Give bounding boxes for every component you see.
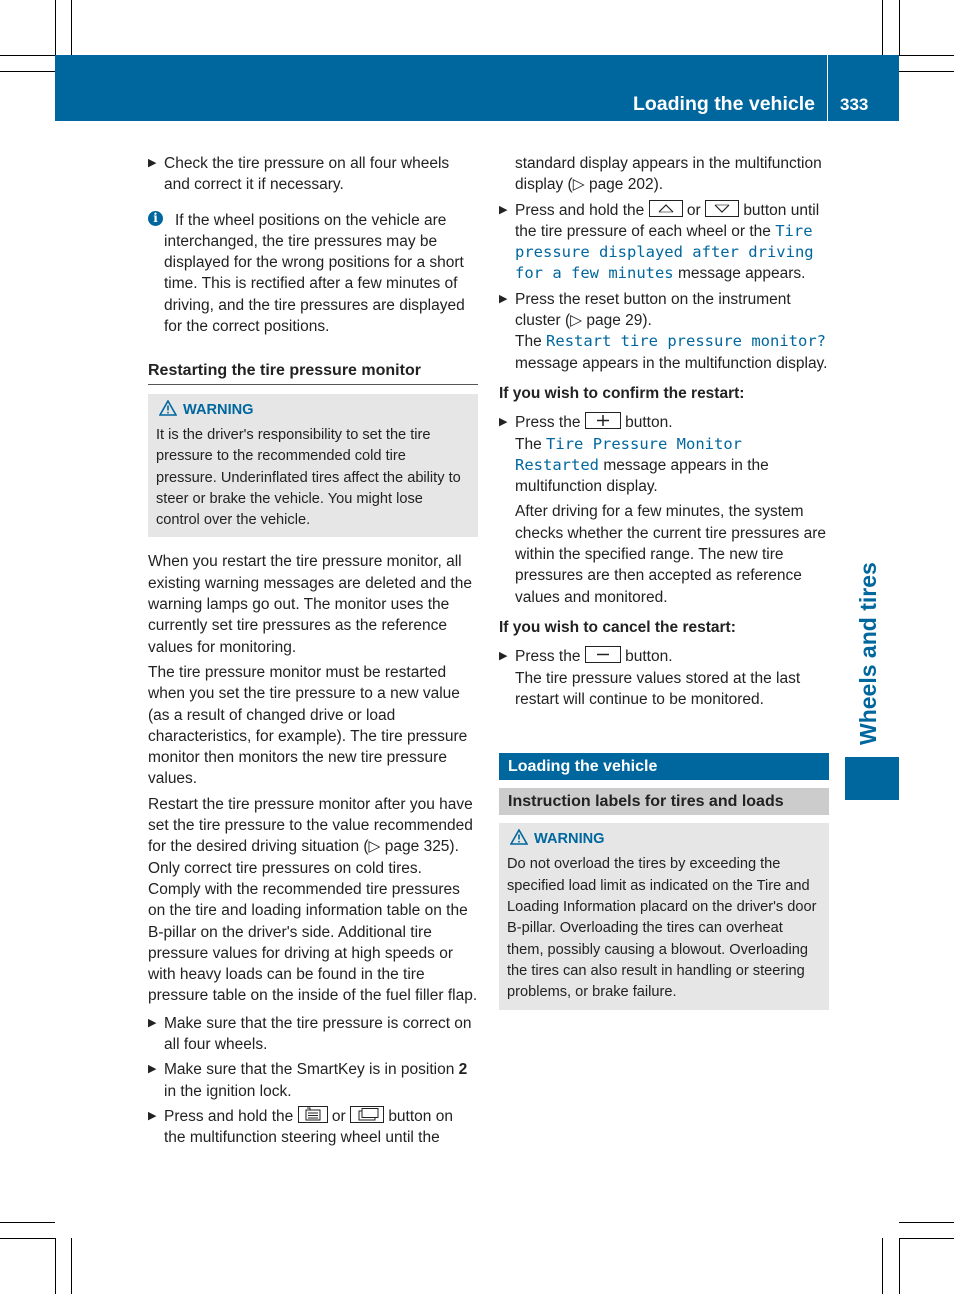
bullet-icon: ▶ <box>499 203 508 216</box>
list-item: ▶ Press the button. The Tire Pressure Monitor Restarted message appears in the multifunction display. <box>499 414 769 496</box>
crop-mark <box>0 1238 55 1239</box>
section-heading: Restarting the tire pressure monitor <box>148 360 478 384</box>
list-item: ▶ Press the button. The tire pressure values stored at the last restart will continue to be monitored. <box>499 648 801 708</box>
info-note: i If the wheel positions on the vehicle are interchanged, the tire pressures may be displayed for the wrong positions for a short time. This is rectified after a few minutes of driving, and the tire pressures are displayed for the correct positions. <box>148 210 478 338</box>
warning-triangle-icon <box>159 400 177 416</box>
crop-mark <box>55 0 56 55</box>
warning-header: WARNING <box>156 400 470 421</box>
crop-mark <box>899 1238 900 1294</box>
list-item: ▶ Press the reset button on the instrument cluster (▷ page 29). The Restart tire pressure monitor? message appears in the multifunction display. <box>499 290 828 372</box>
minus-button-icon <box>585 646 621 663</box>
crop-mark <box>882 1238 883 1294</box>
crop-mark <box>899 1222 954 1223</box>
bullet-icon: ▶ <box>499 650 508 663</box>
warning-box <box>499 823 829 1009</box>
bullet-icon: ▶ <box>148 1063 157 1076</box>
crop-mark <box>899 55 954 56</box>
crop-mark <box>71 1238 72 1294</box>
crop-mark <box>899 71 954 72</box>
warning-text: It is the driver's responsibility to set the tire pressure to the recommended cold tire pressure. Underinflated tires affect the ability to steer or brake the vehicle. You might lose control over the vehicle. <box>156 426 461 529</box>
warning-header: WARNING <box>507 829 821 850</box>
crop-mark <box>71 0 72 55</box>
subheading: If you wish to cancel the restart: <box>499 618 736 636</box>
subsection-heading-bar: Instruction labels for tires and loads <box>499 788 829 815</box>
display-back-button-icon <box>298 1106 328 1123</box>
info-icon: i <box>148 211 163 226</box>
bullet-icon: ▶ <box>148 157 157 169</box>
list-item: ▶ Make sure that the tire pressure is correct on all four wheels. <box>148 1014 472 1053</box>
paragraph: When you restart the tire pressure monitor, all existing warning messages are deleted and the warning lamps go out. The monitor uses the currently set tire pressures as the reference values for monitoring. <box>148 553 472 656</box>
crop-mark <box>899 1238 954 1239</box>
crop-mark <box>0 1222 55 1223</box>
display-message: Tire pressure displayed after driving for a few minutes <box>515 221 814 283</box>
list-item: ▶ Press and hold the or button on the multifunction steering wheel until the <box>148 1107 453 1147</box>
crop-mark <box>0 71 55 72</box>
display-message: Tire Pressure Monitor Restarted <box>515 434 742 474</box>
list-item: ▶ Make sure that the SmartKey is in position 2 in the ignition lock. <box>148 1061 468 1100</box>
plus-button-icon <box>585 412 621 429</box>
warning-box <box>148 394 478 538</box>
paragraph: standard display appears in the multifunction display (▷ page 202). <box>515 155 822 194</box>
left-column <box>148 153 478 1148</box>
bullet-icon: ▶ <box>499 416 508 429</box>
up-button-icon <box>649 200 683 217</box>
page-number: 333 <box>840 95 869 114</box>
header-divider <box>827 55 828 121</box>
display-forward-button-icon <box>350 1106 384 1123</box>
paragraph: Restart the tire pressure monitor after you have set the tire pressure to the value recommended for the desired driving situation (▷ page 325). Only correct tire pressures on cold tires. Comply with the recommended tire pressures on the tire and loading information table on the B-pillar on the driver's side. Additional tire pressure values for driving at high speeds or with heavy loads can be found in the tire pressure table on the inside of the fuel filler flap. <box>148 795 478 1005</box>
section-heading-bar: Loading the vehicle <box>499 753 829 780</box>
paragraph: After driving for a few minutes, the system checks whether the current tire pressures are within the specified range. The new tire pressures are then accepted as reference values and monitored. <box>515 503 826 606</box>
bullet-icon: ▶ <box>148 1109 157 1122</box>
crop-mark <box>899 0 900 55</box>
bullet-icon: ▶ <box>148 1016 157 1029</box>
crop-mark <box>882 0 883 55</box>
warning-text: Do not overload the tires by exceeding the specified load limit as indicated on the Tire and Loading Information placard on the driver's door B-pillar. Overloading the tires can overheat them, possibly causing a blowout. Overloading the tires can also result in handling or steering problems, or brake failure. <box>507 856 817 1001</box>
display-message: Restart tire pressure monitor? <box>546 332 826 351</box>
down-button-icon <box>705 200 739 217</box>
right-column <box>499 153 829 1010</box>
bullet-icon: ▶ <box>499 292 508 305</box>
chapter-tab-marker <box>845 757 899 800</box>
crop-mark <box>0 55 55 56</box>
list-item: ▶ Press and hold the or button until the tire pressure of each wheel or the Tire pressure displayed after driving for a few minutes message appears. <box>499 201 820 283</box>
subheading: If you wish to confirm the restart: <box>499 384 745 402</box>
warning-triangle-icon <box>510 829 528 845</box>
crop-mark <box>55 1238 56 1294</box>
paragraph: The tire pressure monitor must be restarted when you set the tire pressure to a new value (as a result of changed drive or load characteristics, for example). The tire pressure monitor then monitors the new tire pressure values. <box>148 663 468 788</box>
list-item: ▶ Check the tire pressure on all four wheels and correct it if necessary. <box>148 155 450 194</box>
chapter-tab-label: Wheels and tires <box>855 562 881 745</box>
page-title: Loading the vehicle <box>632 93 815 115</box>
